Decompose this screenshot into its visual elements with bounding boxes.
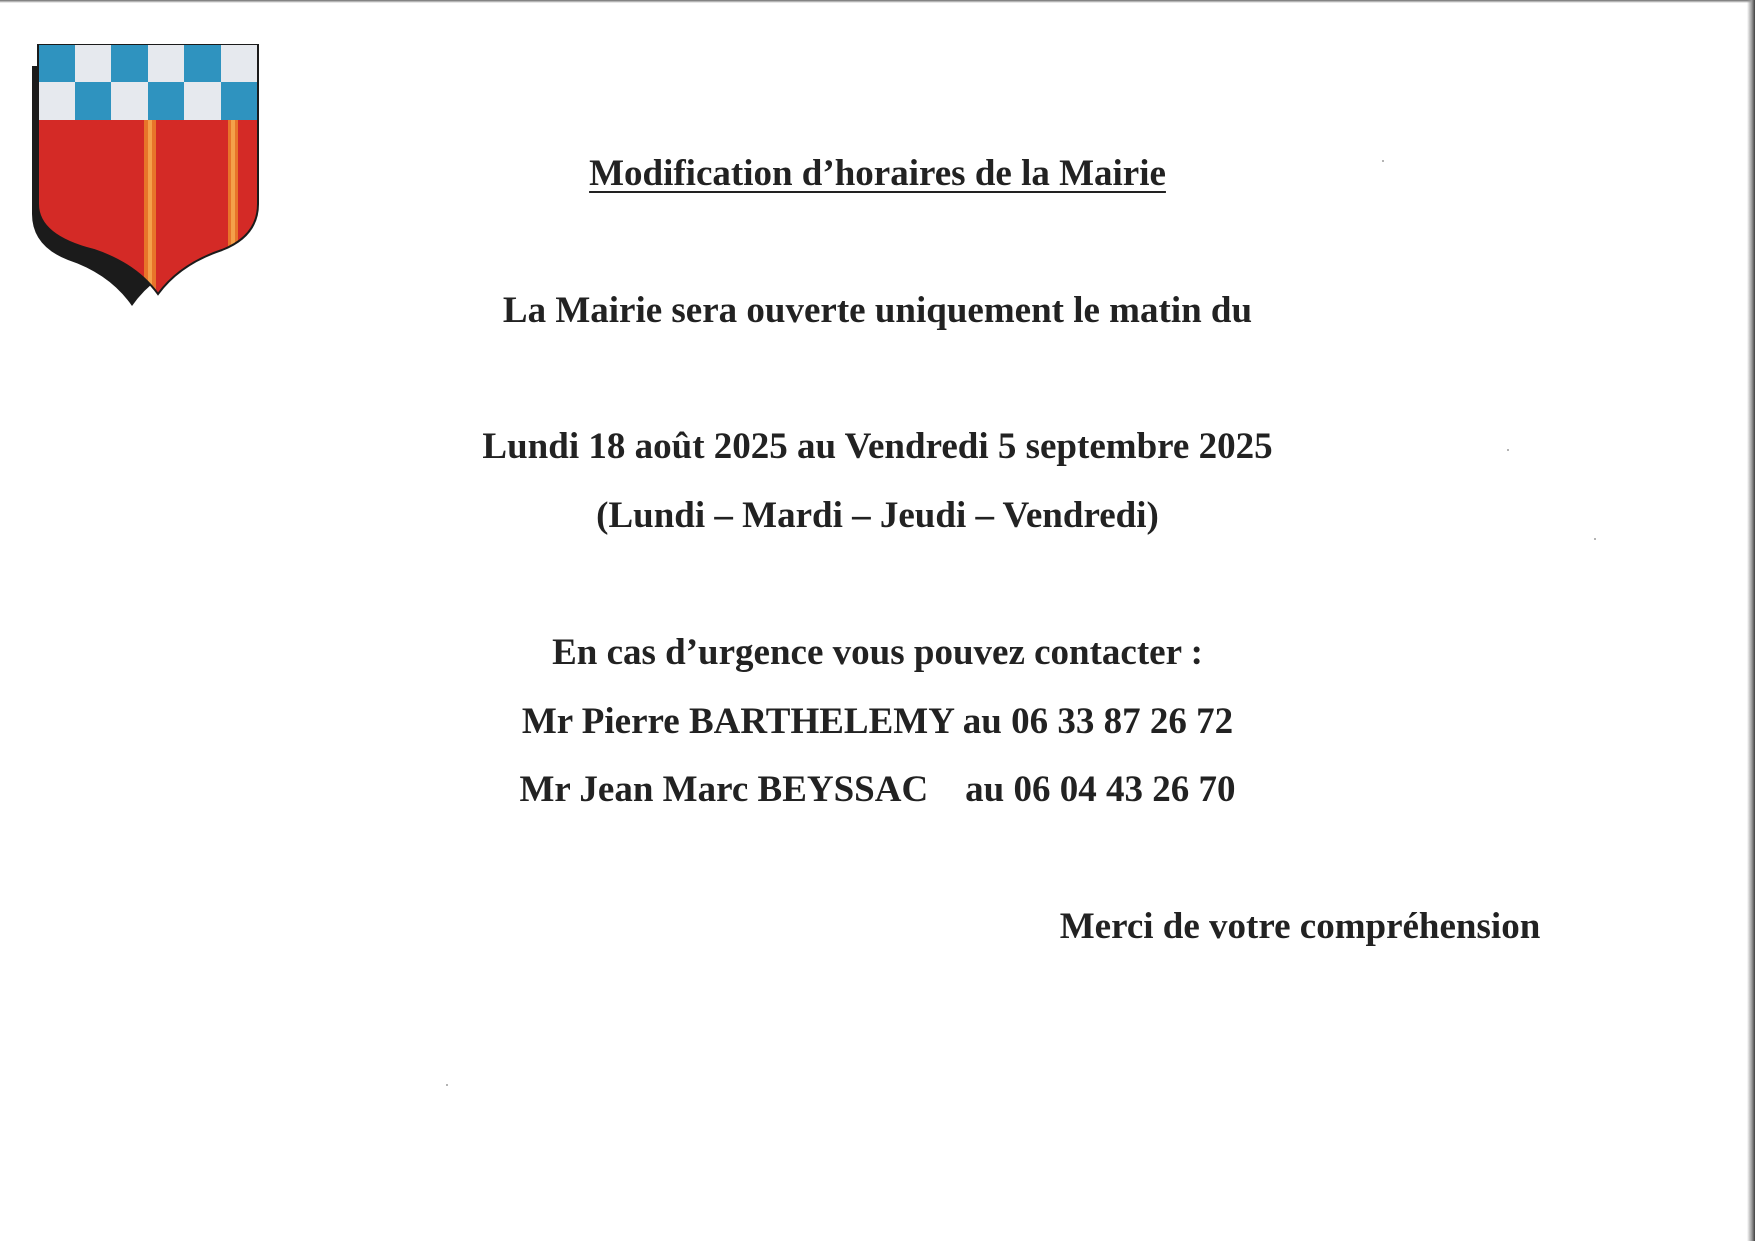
page-title-text: Modification d’horaires de la Mairie xyxy=(589,153,1166,194)
closing-line: Merci de votre compréhension xyxy=(1059,906,1541,947)
date-range: Lundi 18 août 2025 au Vendredi 5 septembre 2025 xyxy=(482,426,1273,467)
scan-speck xyxy=(1594,538,1596,540)
scan-edge-top xyxy=(0,0,1755,3)
scan-speck xyxy=(1382,160,1384,162)
scan-speck xyxy=(446,1084,448,1086)
contact-line: Mr Pierre BARTHELEMY au 06 33 87 26 72 xyxy=(521,701,1234,742)
contact-line: Mr Jean Marc BEYSSAC au 06 04 43 26 70 xyxy=(519,769,1236,810)
emergency-intro: En cas d’urgence vous pouvez contacter : xyxy=(552,632,1203,673)
page-title xyxy=(0,152,1755,195)
scan-speck xyxy=(1507,449,1509,451)
notice-line: La Mairie sera ouverte uniquement le matin du xyxy=(502,290,1253,331)
open-days: (Lundi – Mardi – Jeudi – Vendredi) xyxy=(596,495,1159,536)
